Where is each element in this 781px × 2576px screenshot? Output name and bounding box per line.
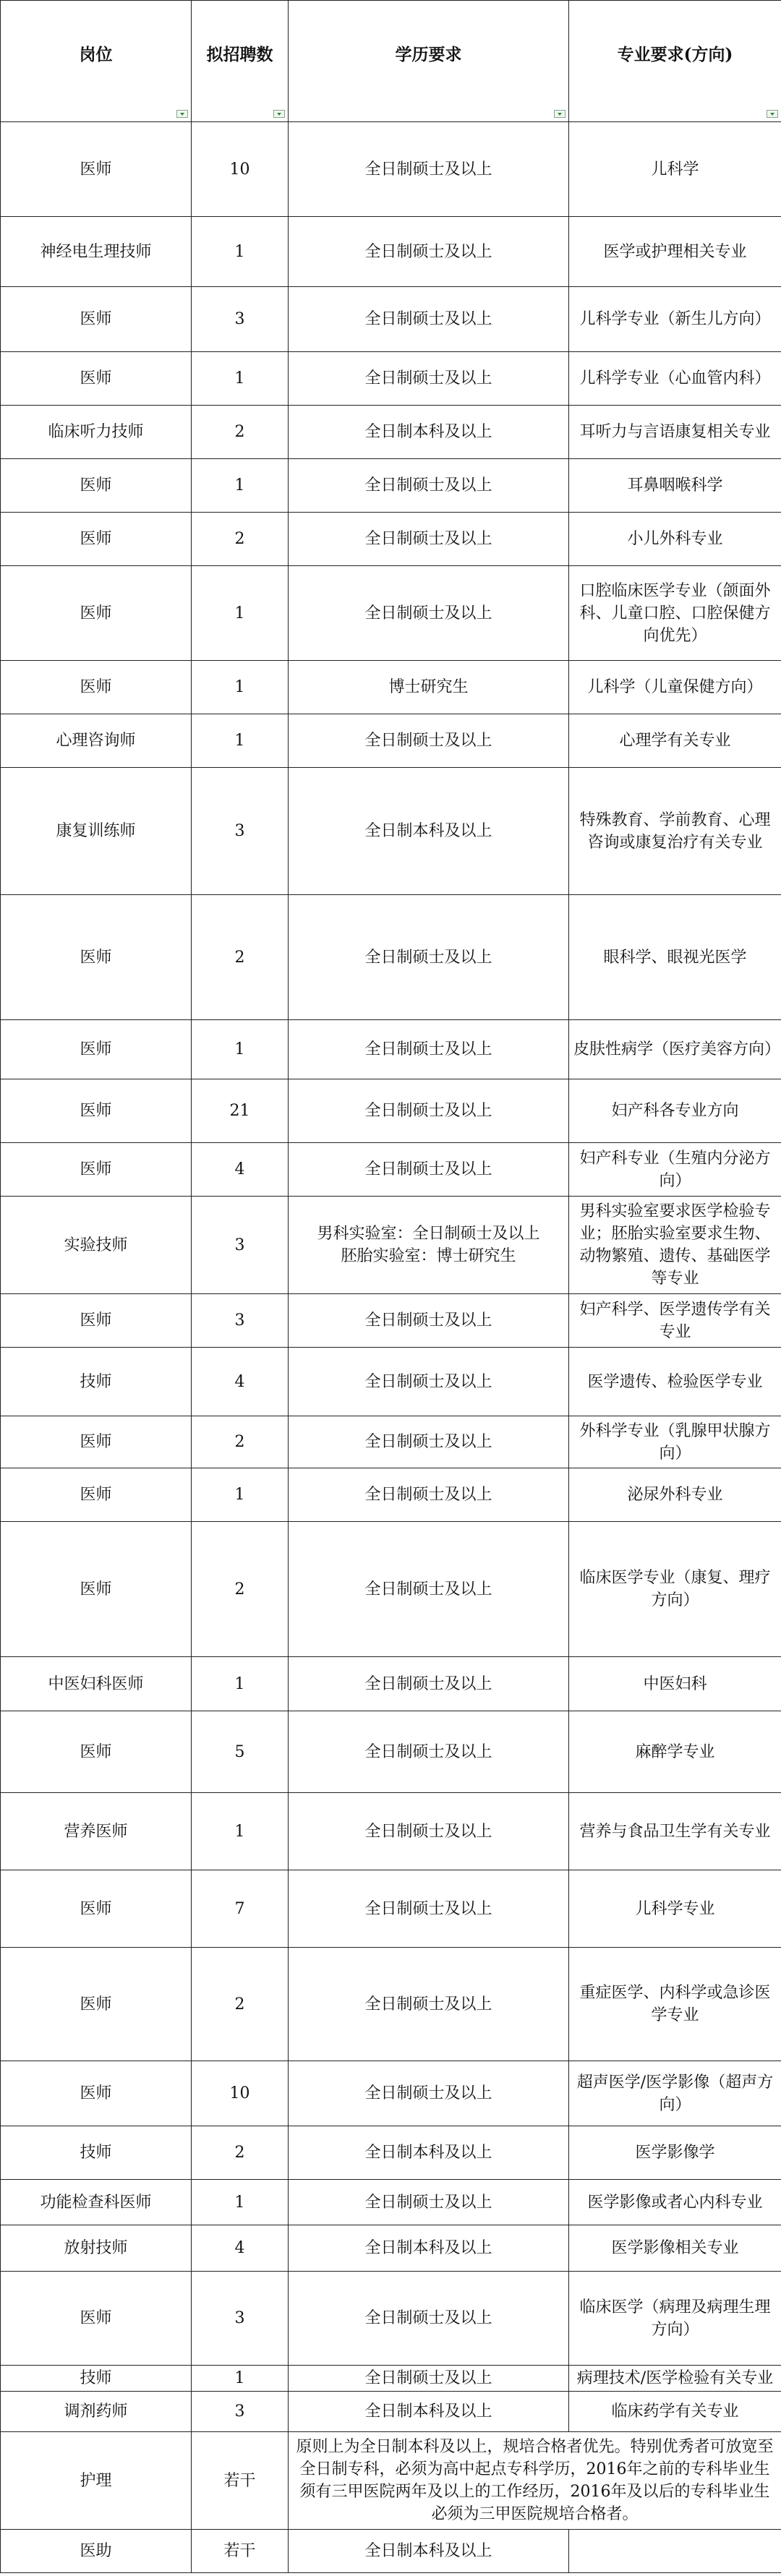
cell-education[interactable]: 全日制本科及以上 xyxy=(289,2530,569,2573)
table-row xyxy=(1,2061,781,2126)
cell-post[interactable]: 医师 xyxy=(1,895,192,1020)
cell-count[interactable]: 2 xyxy=(192,2126,289,2180)
cell-major[interactable]: 儿科学专业（新生儿方向） xyxy=(569,287,781,352)
cell-education[interactable]: 全日制硕士及以上 xyxy=(289,1657,569,1711)
cell-count[interactable]: 1 xyxy=(192,2366,289,2392)
cell-major[interactable]: 医学遗传、检验医学专业 xyxy=(569,1348,781,1416)
cell-post[interactable]: 技师 xyxy=(1,2126,192,2180)
cell-major[interactable]: 妇产科专业（生殖内分泌方向） xyxy=(569,1143,781,1197)
cell-post[interactable]: 技师 xyxy=(1,2366,192,2392)
cell-post[interactable]: 医师 xyxy=(1,1294,192,1348)
cell-count[interactable]: 1 xyxy=(192,1657,289,1711)
cell-post[interactable]: 护理 xyxy=(1,2432,192,2530)
table-row xyxy=(1,2366,781,2392)
cell-major[interactable]: 特殊教育、学前教育、心理咨询或康复治疗有关专业 xyxy=(569,768,781,895)
cell-major[interactable]: 中医妇科 xyxy=(569,1657,781,1711)
filter-dropdown-icon[interactable] xyxy=(273,110,285,118)
table-row xyxy=(1,895,781,1020)
cell-post[interactable]: 功能检查科医师 xyxy=(1,2180,192,2225)
table-row xyxy=(1,459,781,513)
table-row xyxy=(1,1711,781,1793)
cell-post[interactable]: 医师 xyxy=(1,2272,192,2366)
header-count xyxy=(192,1,289,122)
cell-education[interactable]: 全日制硕士及以上 xyxy=(289,2366,569,2392)
cell-education[interactable]: 全日制硕士及以上 xyxy=(289,1079,569,1143)
table-row xyxy=(1,2180,781,2225)
cell-major[interactable]: 口腔临床医学专业（颌面外科、儿童口腔、口腔保健方向优先） xyxy=(569,566,781,661)
cell-education[interactable]: 全日制硕士及以上 xyxy=(289,287,569,352)
cell-education[interactable]: 全日制本科及以上 xyxy=(289,406,569,459)
header-education-label: 学历要求 xyxy=(395,45,462,64)
cell-count[interactable]: 1 xyxy=(192,661,289,714)
cell-major[interactable]: 儿科学 xyxy=(569,122,781,217)
cell-major[interactable]: 耳听力与言语康复相关专业 xyxy=(569,406,781,459)
table-row xyxy=(1,2530,781,2573)
cell-education[interactable]: 全日制硕士及以上 xyxy=(289,1294,569,1348)
cell-education[interactable]: 全日制硕士及以上 xyxy=(289,2180,569,2225)
cell-count[interactable]: 3 xyxy=(192,768,289,895)
cell-major[interactable]: 耳鼻咽喉科学 xyxy=(569,459,781,513)
cell-major[interactable]: 妇产科各专业方向 xyxy=(569,1079,781,1143)
cell-count[interactable]: 1 xyxy=(192,459,289,513)
cell-count[interactable]: 4 xyxy=(192,2225,289,2272)
cell-major[interactable]: 眼科学、眼视光医学 xyxy=(569,895,781,1020)
cell-major[interactable]: 皮肤性病学（医疗美容方向） xyxy=(569,1020,781,1079)
cell-count[interactable]: 4 xyxy=(192,1348,289,1416)
cell-count[interactable]: 1 xyxy=(192,217,289,287)
cell-education[interactable]: 全日制硕士及以上 xyxy=(289,459,569,513)
cell-post[interactable]: 营养医师 xyxy=(1,1793,192,1870)
cell-count[interactable]: 5 xyxy=(192,1711,289,1793)
cell-count[interactable]: 7 xyxy=(192,1870,289,1948)
cell-major[interactable]: 泌尿外科专业 xyxy=(569,1468,781,1522)
table-row xyxy=(1,2272,781,2366)
table-row xyxy=(1,768,781,895)
table-row xyxy=(1,2432,781,2530)
table-row xyxy=(1,2392,781,2432)
cell-major[interactable]: 医学或护理相关专业 xyxy=(569,217,781,287)
header-education xyxy=(289,1,569,122)
cell-major[interactable]: 妇产科学、医学遗传学有关专业 xyxy=(569,1294,781,1348)
cell-education[interactable]: 全日制本科及以上 xyxy=(289,2126,569,2180)
cell-post[interactable]: 医师 xyxy=(1,661,192,714)
table-row xyxy=(1,406,781,459)
cell-count[interactable]: 2 xyxy=(192,513,289,566)
cell-major[interactable]: 心理学有关专业 xyxy=(569,714,781,768)
cell-count[interactable]: 1 xyxy=(192,1020,289,1079)
header-count-label: 拟招聘数 xyxy=(206,45,273,64)
cell-count[interactable]: 10 xyxy=(192,122,289,217)
header-row xyxy=(1,1,781,122)
cell-post[interactable]: 医师 xyxy=(1,1711,192,1793)
cell-major[interactable] xyxy=(569,2530,781,2573)
table-row xyxy=(1,1348,781,1416)
table-row xyxy=(1,513,781,566)
cell-count[interactable]: 1 xyxy=(192,352,289,406)
table-row xyxy=(1,352,781,406)
cell-education[interactable]: 全日制硕士及以上 xyxy=(289,1870,569,1948)
cell-education[interactable]: 全日制硕士及以上 xyxy=(289,1793,569,1870)
cell-post[interactable]: 放射技师 xyxy=(1,2225,192,2272)
cell-education[interactable]: 全日制硕士及以上 xyxy=(289,1020,569,1079)
cell-major[interactable]: 超声医学/医学影像（超声方向） xyxy=(569,2061,781,2126)
table-row xyxy=(1,2225,781,2272)
cell-count[interactable]: 3 xyxy=(192,1294,289,1348)
table-row xyxy=(1,1870,781,1948)
table-row xyxy=(1,287,781,352)
cell-education[interactable]: 博士研究生 xyxy=(289,661,569,714)
cell-count[interactable]: 若干 xyxy=(192,2432,289,2530)
cell-education[interactable]: 全日制硕士及以上 xyxy=(289,1948,569,2061)
cell-post[interactable]: 临床听力技师 xyxy=(1,406,192,459)
cell-count[interactable]: 2 xyxy=(192,895,289,1020)
cell-major[interactable]: 儿科学专业 xyxy=(569,1870,781,1948)
header-post xyxy=(1,1,192,122)
cell-education[interactable]: 全日制硕士及以上 xyxy=(289,714,569,768)
cell-post[interactable]: 神经电生理技师 xyxy=(1,217,192,287)
cell-education[interactable]: 全日制硕士及以上 xyxy=(289,122,569,217)
cell-education[interactable]: 全日制硕士及以上 xyxy=(289,2061,569,2126)
cell-count[interactable]: 1 xyxy=(192,2180,289,2225)
cell-count[interactable]: 2 xyxy=(192,406,289,459)
cell-post[interactable]: 心理咨询师 xyxy=(1,714,192,768)
cell-count[interactable]: 3 xyxy=(192,2272,289,2366)
cell-education[interactable]: 全日制硕士及以上 xyxy=(289,1711,569,1793)
cell-major[interactable]: 营养与食品卫生学有关专业 xyxy=(569,1793,781,1870)
cell-education[interactable]: 全日制本科及以上 xyxy=(289,768,569,895)
cell-major[interactable]: 临床药学有关专业 xyxy=(569,2392,781,2432)
table-row xyxy=(1,1657,781,1711)
cell-count[interactable]: 1 xyxy=(192,1468,289,1522)
table-row xyxy=(1,1197,781,1294)
table-row xyxy=(1,1522,781,1657)
cell-post[interactable]: 医师 xyxy=(1,122,192,217)
table-row xyxy=(1,1468,781,1522)
table-row xyxy=(1,1143,781,1197)
table-body xyxy=(1,122,781,2573)
cell-major[interactable]: 医学影像相关专业 xyxy=(569,2225,781,2272)
table-row xyxy=(1,1079,781,1143)
cell-education[interactable]: 全日制本科及以上 xyxy=(289,2392,569,2432)
cell-major[interactable]: 儿科学（儿童保健方向） xyxy=(569,661,781,714)
cell-education-merged[interactable]: 原则上为全日制本科及以上，规培合格者优先。特别优秀者可放宽至全日制专科，必须为高中起点专科学历，2016年之前的专科毕业生须有三甲医院两年及以上的工作经历，2016年及以后的专科毕业生必须为三甲医院规培合格者。 xyxy=(289,2432,781,2530)
table-row xyxy=(1,1793,781,1870)
cell-count[interactable]: 3 xyxy=(192,2392,289,2432)
cell-post[interactable]: 医师 xyxy=(1,566,192,661)
cell-major[interactable]: 重症医学、内科学或急诊医学专业 xyxy=(569,1948,781,2061)
cell-post[interactable]: 调剂药师 xyxy=(1,2392,192,2432)
cell-count[interactable]: 若干 xyxy=(192,2530,289,2573)
cell-post[interactable]: 医师 xyxy=(1,352,192,406)
cell-post[interactable]: 医师 xyxy=(1,1079,192,1143)
cell-education[interactable]: 全日制本科及以上 xyxy=(289,2225,569,2272)
cell-education[interactable]: 全日制硕士及以上 xyxy=(289,1522,569,1657)
cell-education[interactable]: 男科实验室：全日制硕士及以上 胚胎实验室：博士研究生 xyxy=(289,1197,569,1294)
cell-count[interactable]: 1 xyxy=(192,714,289,768)
cell-count[interactable]: 2 xyxy=(192,1522,289,1657)
cell-education[interactable]: 全日制硕士及以上 xyxy=(289,566,569,661)
cell-count[interactable]: 2 xyxy=(192,1948,289,2061)
table-row xyxy=(1,1948,781,2061)
cell-education[interactable]: 全日制硕士及以上 xyxy=(289,2272,569,2366)
cell-count[interactable]: 1 xyxy=(192,1793,289,1870)
cell-post[interactable]: 医师 xyxy=(1,1522,192,1657)
cell-education[interactable]: 全日制硕士及以上 xyxy=(289,513,569,566)
table-row xyxy=(1,1416,781,1468)
cell-post[interactable]: 康复训练师 xyxy=(1,768,192,895)
cell-count[interactable]: 3 xyxy=(192,1197,289,1294)
filter-dropdown-icon[interactable] xyxy=(554,110,566,118)
cell-education[interactable]: 全日制硕士及以上 xyxy=(289,1348,569,1416)
cell-major[interactable]: 麻醉学专业 xyxy=(569,1711,781,1793)
filter-dropdown-icon[interactable] xyxy=(176,110,188,118)
cell-education[interactable]: 全日制硕士及以上 xyxy=(289,1468,569,1522)
cell-post[interactable]: 医助 xyxy=(1,2530,192,2573)
cell-major[interactable]: 男科实验室要求医学检验专业；胚胎实验室要求生物、动物繁殖、遗传、基础医学等专业 xyxy=(569,1197,781,1294)
cell-major[interactable]: 病理技术/医学检验有关专业 xyxy=(569,2366,781,2392)
cell-count[interactable]: 4 xyxy=(192,1143,289,1197)
table-row xyxy=(1,566,781,661)
header-post-label: 岗位 xyxy=(79,45,113,64)
cell-education[interactable]: 全日制硕士及以上 xyxy=(289,1143,569,1197)
cell-post[interactable]: 实验技师 xyxy=(1,1197,192,1294)
table-row xyxy=(1,2126,781,2180)
cell-post[interactable]: 医师 xyxy=(1,1143,192,1197)
cell-count[interactable]: 10 xyxy=(192,2061,289,2126)
header-major xyxy=(569,1,781,122)
cell-major[interactable]: 外科学专业（乳腺甲状腺方向） xyxy=(569,1416,781,1468)
filter-dropdown-icon[interactable] xyxy=(767,110,778,118)
table-row xyxy=(1,1020,781,1079)
cell-count[interactable]: 3 xyxy=(192,287,289,352)
cell-post[interactable]: 医师 xyxy=(1,1468,192,1522)
cell-education[interactable]: 全日制硕士及以上 xyxy=(289,217,569,287)
cell-count[interactable]: 2 xyxy=(192,1416,289,1468)
cell-major[interactable]: 医学影像学 xyxy=(569,2126,781,2180)
cell-post[interactable]: 医师 xyxy=(1,1416,192,1468)
cell-major[interactable]: 小儿外科专业 xyxy=(569,513,781,566)
cell-post[interactable]: 医师 xyxy=(1,513,192,566)
cell-education[interactable]: 全日制硕士及以上 xyxy=(289,895,569,1020)
cell-count[interactable]: 1 xyxy=(192,566,289,661)
cell-major[interactable]: 临床医学（病理及病理生理方向） xyxy=(569,2272,781,2366)
table-row xyxy=(1,217,781,287)
cell-post[interactable]: 医师 xyxy=(1,1870,192,1948)
table-row xyxy=(1,122,781,217)
cell-post[interactable]: 技师 xyxy=(1,1348,192,1416)
header-major-label: 专业要求(方向) xyxy=(617,45,733,64)
cell-major[interactable]: 临床医学专业（康复、理疗方向） xyxy=(569,1522,781,1657)
cell-post[interactable]: 医师 xyxy=(1,459,192,513)
table-row xyxy=(1,661,781,714)
cell-post[interactable]: 医师 xyxy=(1,1948,192,2061)
cell-major[interactable]: 医学影像或者心内科专业 xyxy=(569,2180,781,2225)
cell-post[interactable]: 中医妇科医师 xyxy=(1,1657,192,1711)
table-row xyxy=(1,714,781,768)
cell-major[interactable]: 儿科学专业（心血管内科） xyxy=(569,352,781,406)
cell-post[interactable]: 医师 xyxy=(1,2061,192,2126)
cell-count[interactable]: 21 xyxy=(192,1079,289,1143)
cell-education[interactable]: 全日制硕士及以上 xyxy=(289,1416,569,1468)
cell-education[interactable]: 全日制硕士及以上 xyxy=(289,352,569,406)
cell-post[interactable]: 医师 xyxy=(1,287,192,352)
table-row xyxy=(1,1294,781,1348)
cell-post[interactable]: 医师 xyxy=(1,1020,192,1079)
